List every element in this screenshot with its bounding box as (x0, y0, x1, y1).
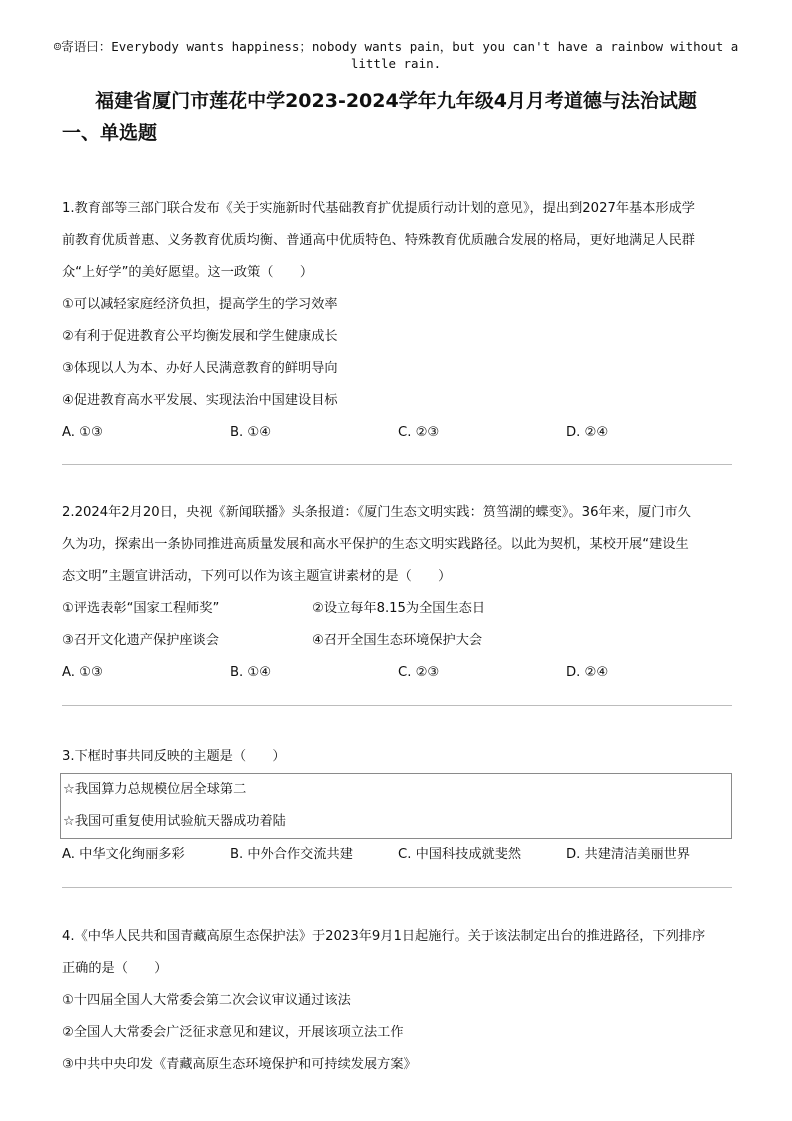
question-stem-line: 1.教育部等三部门联合发布《关于实施新时代基础教育扩优提质行动计划的意见》，提出到2027年基本形成学 (62, 201, 695, 216)
statement-item: ①评选表彰“国家工程师奖” (62, 601, 220, 616)
statement-item: ②设立每年8.15为全国生态日 (312, 601, 486, 616)
option-a[interactable]: A. ①③ (62, 665, 103, 680)
box-item: ☆我国可重复使用试验航天器成功着陆 (63, 814, 286, 829)
question-stem-line: 众“上好学”的美好愿望。这一政策（ ） (62, 265, 314, 280)
question-stem-line: 正确的是（ ） (62, 961, 168, 976)
section-heading: 一、单选题 (62, 122, 158, 144)
question-stem-line: 2.2024年2月20日，央视《新闻联播》头条报道：《厦门生态文明实践：筼筜湖的蝶变》。36年来，厦门市久 (62, 505, 691, 520)
motto-line-2: little rain. (350, 56, 442, 71)
question-4 (62, 921, 732, 1081)
option-c[interactable]: C. 中国科技成就斐然 (398, 847, 522, 862)
statement-item: ①十四届全国人大常委会第二次会议审议通过该法 (62, 993, 351, 1008)
divider (62, 887, 732, 888)
option-d[interactable]: D. ②④ (566, 665, 609, 680)
statement-item: ②有利于促进教育公平均衡发展和学生健康成长 (62, 329, 338, 344)
option-b[interactable]: B. ①④ (230, 425, 272, 440)
question-stem-line: 4.《中华人民共和国青藏高原生态保护法》于2023年9月1日起施行。关于该法制定出台的推进路径，下列排序 (62, 929, 706, 944)
option-b[interactable]: B. ①④ (230, 665, 272, 680)
question-3 (62, 741, 732, 871)
option-d[interactable]: D. 共建清洁美丽世界 (566, 847, 691, 862)
divider (62, 705, 732, 706)
news-box (60, 773, 732, 839)
page-title: 福建省厦门市莲花中学2023-2024学年九年级4月月考道德与法治试题 (95, 90, 697, 112)
statement-row (62, 625, 732, 657)
answer-options (62, 839, 732, 871)
statement-item: ②全国人大常委会广泛征求意见和建议，开展该项立法工作 (62, 1025, 404, 1040)
motto (40, 38, 752, 72)
option-a[interactable]: A. ①③ (62, 425, 103, 440)
question-stem-line: 久为功，探索出一条协同推进高质量发展和高水平保护的生态文明实践路径。以此为契机，某校开展“建设生 (62, 537, 689, 552)
option-c[interactable]: C. ②③ (398, 425, 440, 440)
box-item: ☆我国算力总规模位居全球第二 (63, 782, 247, 797)
question-1 (62, 193, 732, 449)
option-d[interactable]: D. ②④ (566, 425, 609, 440)
statement-item: ③召开文化遗产保护座谈会 (62, 633, 219, 648)
statement-item: ③中共中央印发《青藏高原生态环境保护和可持续发展方案》 (62, 1057, 417, 1072)
question-stem-line: 3.下框时事共同反映的主题是（ ） (62, 749, 286, 764)
question-stem-line: 前教育优质普惠、义务教育优质均衡、普通高中优质特色、特殊教育优质融合发展的格局，更好地满足人民群 (62, 233, 695, 248)
divider (62, 464, 732, 465)
question-stem-line: 态文明”主题宣讲活动，下列可以作为该主题宣讲素材的是（ ） (62, 569, 452, 584)
answer-options (62, 657, 732, 689)
statement-item: ④召开全国生态环境保护大会 (312, 633, 483, 648)
option-b[interactable]: B. 中外合作交流共建 (230, 847, 353, 862)
question-2 (62, 497, 732, 689)
option-a[interactable]: A. 中华文化绚丽多彩 (62, 847, 185, 862)
option-c[interactable]: C. ②③ (398, 665, 440, 680)
statement-item: ④促进教育高水平发展、实现法治中国建设目标 (62, 393, 338, 408)
statement-item: ①可以减轻家庭经济负担，提高学生的学习效率 (62, 297, 338, 312)
answer-options (62, 417, 732, 449)
statement-item: ③体现以人为本、办好人民满意教育的鲜明导向 (62, 361, 338, 376)
statement-row (62, 593, 732, 625)
motto-line-1: ☺寄语曰：Everybody wants happiness；nobody wants pain，but you can't have a rainbow without a (53, 39, 739, 54)
